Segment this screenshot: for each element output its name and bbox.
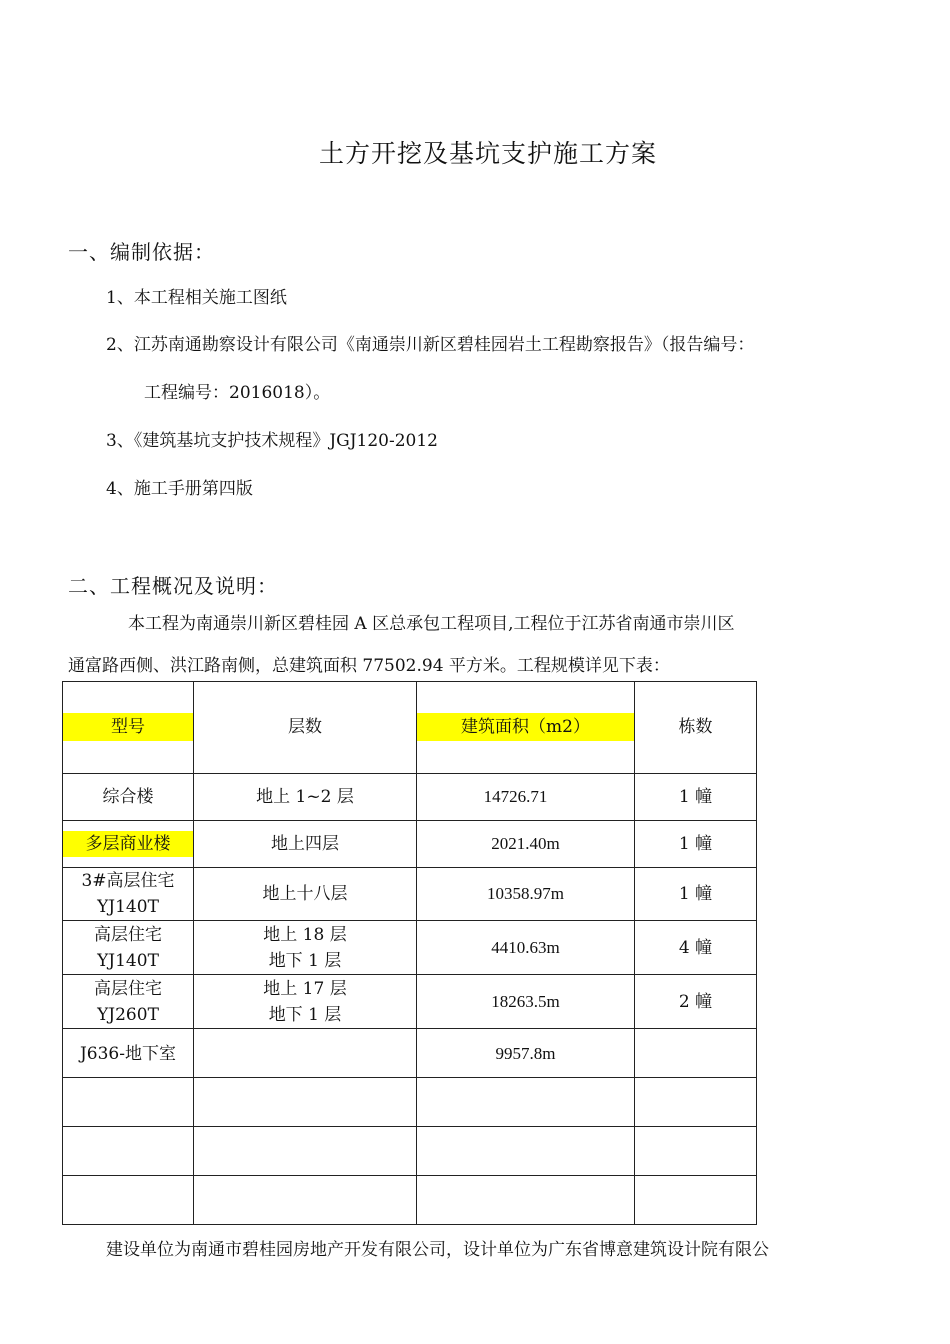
cell-empty <box>194 1127 417 1176</box>
section-2-closing-line: 建设单位为南通市碧桂园房地产开发有限公司，设计单位为广东省博意建筑设计院有限公 <box>106 1240 769 1260</box>
cell-empty <box>417 1127 635 1176</box>
cell-count: 2 幢 <box>635 975 757 1029</box>
section-2-para-line-2: 通富路西侧、洪江路南侧，总建筑面积 77502.94 平方米。工程规模详见下表： <box>68 656 670 676</box>
cell-empty <box>417 1078 635 1127</box>
cell-floors-line-1: 地上 17 层 <box>263 978 347 999</box>
cell-floors: 地上四层 <box>194 821 417 868</box>
project-scale-table <box>62 681 757 1225</box>
cell-count: 1 幢 <box>635 868 757 921</box>
table-row <box>63 1176 757 1225</box>
cell-type: J636-地下室 <box>63 1029 194 1078</box>
cell-area: 14726.71 <box>417 774 635 821</box>
cell-count: 1 幢 <box>635 821 757 868</box>
table-row <box>63 1127 757 1176</box>
section-1-item-2-cont: 工程编号：2016018）。 <box>144 383 331 403</box>
cell-area: 10358.97m <box>417 868 635 921</box>
cell-type <box>63 821 194 868</box>
table-row <box>63 975 757 1029</box>
cell-empty <box>63 1176 194 1225</box>
cell-type-line-2: YJ140T <box>97 897 159 917</box>
cell-type-highlight: 多层商业楼 <box>63 831 193 857</box>
cell-empty <box>194 1176 417 1225</box>
header-cell-count <box>635 682 757 774</box>
section-1-item-4: 4、施工手册第四版 <box>106 479 253 499</box>
header-cell-type <box>63 682 194 774</box>
cell-floors <box>194 975 417 1029</box>
table-row <box>63 921 757 975</box>
cell-count: 4 幢 <box>635 921 757 975</box>
cell-floors: 地上十八层 <box>194 868 417 921</box>
cell-type <box>63 868 194 921</box>
section-1-item-3: 3、《建筑基坑支护技术规程》JGJ120-2012 <box>106 431 438 451</box>
cell-type-line-2: YJ140T <box>97 950 159 971</box>
cell-count <box>635 1029 757 1078</box>
table-row <box>63 868 757 921</box>
cell-type-line-1: 3#高层住宅 <box>81 871 175 891</box>
cell-empty <box>63 1078 194 1127</box>
page-title: 土方开挖及基坑支护施工方案 <box>318 139 657 168</box>
cell-empty <box>635 1127 757 1176</box>
header-floors-label: 层数 <box>288 716 322 737</box>
header-cell-area <box>417 682 635 774</box>
cell-type-line-1: 高层住宅 <box>94 924 162 945</box>
cell-type: 综合楼 <box>63 774 194 821</box>
section-1-item-2: 2、江苏南通勘察设计有限公司《南通崇川新区碧桂园岩土工程勘察报告》（报告编号： <box>106 335 755 355</box>
cell-type <box>63 921 194 975</box>
cell-floors-line-2: 地下 1 层 <box>268 1004 342 1025</box>
cell-count: 1 幢 <box>635 774 757 821</box>
cell-area: 2021.40m <box>417 821 635 868</box>
table-header-row <box>63 682 757 774</box>
cell-floors-line-2: 地下 1 层 <box>268 950 342 971</box>
table-row <box>63 1078 757 1127</box>
cell-empty <box>194 1078 417 1127</box>
section-1-heading: 一、编制依据： <box>68 240 215 264</box>
cell-empty <box>417 1176 635 1225</box>
header-count-label: 栋数 <box>678 716 713 737</box>
cell-floors <box>194 921 417 975</box>
cell-type-line-2: YJ260T <box>97 1004 159 1025</box>
cell-area: 18263.5m <box>417 975 635 1029</box>
cell-floors: 地上 1~2 层 <box>194 774 417 821</box>
section-2-heading: 二、工程概况及说明： <box>68 574 278 598</box>
cell-floors <box>194 1029 417 1078</box>
cell-area: 9957.8m <box>417 1029 635 1078</box>
header-cell-floors <box>194 682 417 774</box>
table-row <box>63 1029 757 1078</box>
cell-type <box>63 975 194 1029</box>
header-area-label: 建筑面积（m2） <box>417 713 634 741</box>
cell-empty <box>635 1176 757 1225</box>
table-row <box>63 821 757 868</box>
section-1-item-1: 1、本工程相关施工图纸 <box>106 288 287 308</box>
cell-empty <box>635 1078 757 1127</box>
cell-area: 4410.63m <box>417 921 635 975</box>
cell-type-line-1: 高层住宅 <box>94 978 162 999</box>
cell-floors-line-1: 地上 18 层 <box>263 924 347 945</box>
cell-empty <box>63 1127 194 1176</box>
table-row <box>63 774 757 821</box>
section-2-para-line-1: 本工程为南通崇川新区碧桂园 A 区总承包工程项目,工程位于江苏省南通市崇川区 <box>128 614 735 634</box>
header-type-label: 型号 <box>63 713 193 741</box>
